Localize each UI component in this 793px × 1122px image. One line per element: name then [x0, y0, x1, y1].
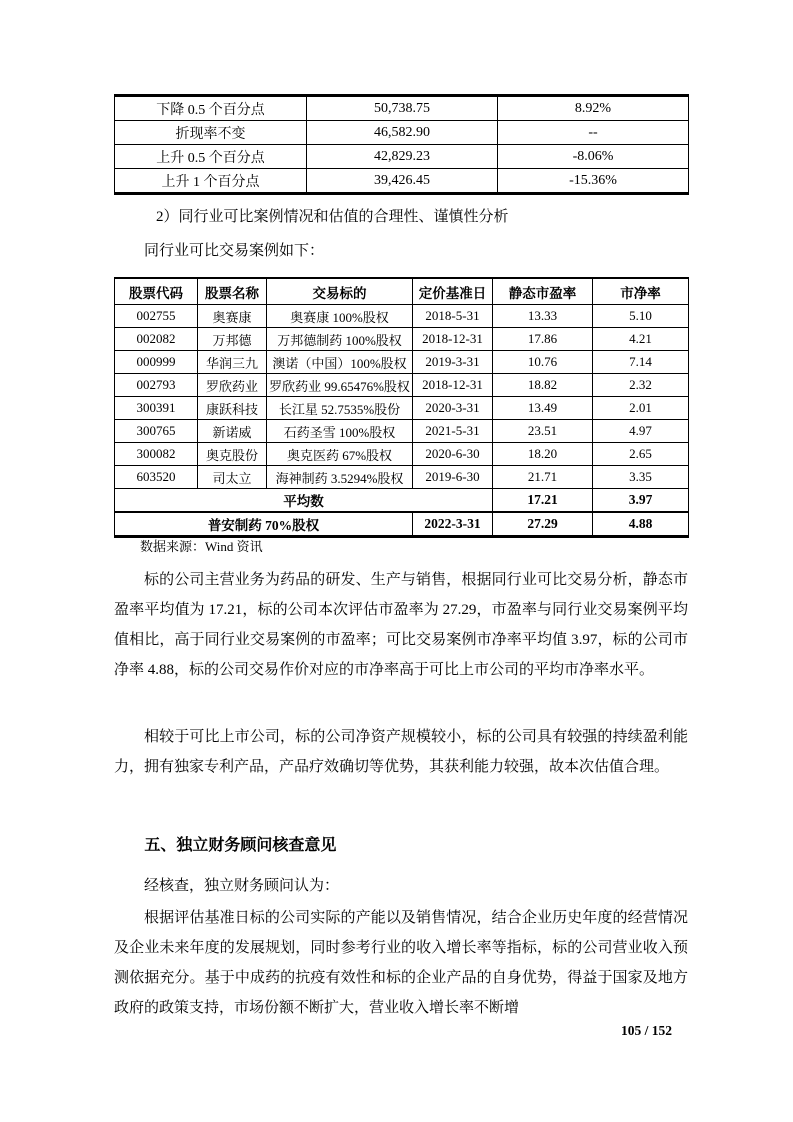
table-cell: 罗欣药业 [198, 374, 267, 397]
subsection-heading: 2）同行业可比案例情况和估值的合理性、谨慎性分析 [156, 209, 509, 225]
table-cell: -- [498, 121, 689, 145]
table-cell: 2022-3-31 [413, 512, 493, 537]
data-source-note: 数据来源：Wind 资讯 [140, 539, 263, 554]
table-row [115, 121, 689, 145]
table-cell: 21.71 [493, 466, 593, 489]
table-cell: 23.51 [493, 420, 593, 443]
target-label-cell: 普安制药 70%股权 [115, 512, 413, 537]
table-cell: 上升 0.5 个百分点 [115, 145, 307, 169]
table-cell: 2021-5-31 [413, 420, 493, 443]
table-cell: 2018-12-31 [413, 328, 493, 351]
table-cell: 27.29 [493, 512, 593, 537]
section-heading-advisor-opinion: 五、独立财务顾问核查意见 [144, 837, 337, 854]
table-cell: 002755 [115, 305, 198, 328]
intro-line: 同行业可比交易案例如下： [144, 243, 325, 259]
table-cell: 澳诺（中国）100%股权 [267, 351, 413, 374]
table-cell: 2018-12-31 [413, 374, 493, 397]
table-row [115, 466, 689, 489]
table-cell: 4.97 [593, 420, 689, 443]
table-row [115, 397, 689, 420]
sensitivity-table-section [114, 94, 688, 195]
sensitivity-table [114, 94, 689, 195]
table-row [115, 169, 689, 194]
table-row [115, 145, 689, 169]
table-cell: 2.65 [593, 443, 689, 466]
table-cell: 2020-6-30 [413, 443, 493, 466]
table-row [115, 374, 689, 397]
table-cell: 002793 [115, 374, 198, 397]
table-cell: 17.86 [493, 328, 593, 351]
table-cell: 18.82 [493, 374, 593, 397]
table-cell: 300082 [115, 443, 198, 466]
table-cell: 8.92% [498, 96, 689, 121]
table-row [115, 305, 689, 328]
average-label-cell: 平均数 [115, 489, 493, 513]
table-row [115, 96, 689, 121]
table-cell: -15.36% [498, 169, 689, 194]
table-cell: 万邦德制药 100%股权 [267, 328, 413, 351]
table-cell: 3.97 [593, 489, 689, 513]
table-cell: 下降 0.5 个百分点 [115, 96, 307, 121]
column-header: 股票名称 [198, 278, 267, 305]
table-row [115, 351, 689, 374]
table-cell: 华润三九 [198, 351, 267, 374]
table-cell: 5.10 [593, 305, 689, 328]
column-header: 静态市盈率 [493, 278, 593, 305]
table-cell: 2.01 [593, 397, 689, 420]
table-cell: 康跃科技 [198, 397, 267, 420]
table-cell: 奥赛康 [198, 305, 267, 328]
table-cell: 13.33 [493, 305, 593, 328]
table-row [115, 443, 689, 466]
table-cell: 603520 [115, 466, 198, 489]
table-cell: 10.76 [493, 351, 593, 374]
table-header-row [115, 278, 689, 305]
page-number: 105 / 152 [620, 1023, 672, 1038]
table-cell: 新诺威 [198, 420, 267, 443]
table-cell: 18.20 [493, 443, 593, 466]
table-cell: 3.35 [593, 466, 689, 489]
paragraph-valuation-conclusion: 相较于可比上市公司，标的公司净资产规模较小，标的公司具有较强的持续盈利能力，拥有独家专利产品，产品疗效确切等优势，其获利能力较强，故本次估值合理。 [114, 729, 688, 775]
table-cell: 13.49 [493, 397, 593, 420]
paragraph-valuation-analysis: 标的公司主营业务为药品的研发、生产与销售，根据同行业可比交易分析，静态市盈率平均值为 17.21，标的公司本次评估市盈率为 27.29，市盈率与同行业交易案例平均值相比，高于同行业交易案例的市盈率；可比交易案例市净率平均值 3.97，标的公司市净率 4.88，标的公司交易作价对应的市净率高于可比上市公司的平均市净率水平。 [114, 572, 688, 678]
table-cell: 2018-5-31 [413, 305, 493, 328]
table-cell: 7.14 [593, 351, 689, 374]
comparable-deals-table [114, 277, 689, 538]
table-cell: 2019-3-31 [413, 351, 493, 374]
table-cell: 50,738.75 [307, 96, 498, 121]
comparable-deals-section [114, 277, 688, 538]
table-row [115, 420, 689, 443]
table-cell: 002082 [115, 328, 198, 351]
table-cell: 300765 [115, 420, 198, 443]
table-cell: 4.88 [593, 512, 689, 537]
table-cell: 上升 1 个百分点 [115, 169, 307, 194]
table-cell: 46,582.90 [307, 121, 498, 145]
table-cell: 39,426.45 [307, 169, 498, 194]
table-cell: 万邦德 [198, 328, 267, 351]
column-header: 交易标的 [267, 278, 413, 305]
table-cell: 2.32 [593, 374, 689, 397]
average-row [115, 489, 689, 513]
table-cell: 司太立 [198, 466, 267, 489]
table-cell: 长江星 52.7535%股份 [267, 397, 413, 420]
column-header: 市净率 [593, 278, 689, 305]
column-header: 股票代码 [115, 278, 198, 305]
table-cell: 罗欣药业 99.65476%股权 [267, 374, 413, 397]
table-cell: 石药圣雪 100%股权 [267, 420, 413, 443]
table-row [115, 328, 689, 351]
table-cell: 海神制药 3.5294%股权 [267, 466, 413, 489]
table-cell: 奥克股份 [198, 443, 267, 466]
table-cell: 奥克医药 67%股权 [267, 443, 413, 466]
target-company-row [115, 512, 689, 537]
table-cell: 2020-3-31 [413, 397, 493, 420]
table-cell: -8.06% [498, 145, 689, 169]
table-cell: 17.21 [493, 489, 593, 513]
table-cell: 000999 [115, 351, 198, 374]
column-header: 定价基准日 [413, 278, 493, 305]
table-cell: 折现率不变 [115, 121, 307, 145]
paragraph-advisor-opinion: 根据评估基准日标的公司实际的产能以及销售情况，结合企业历史年度的经营情况及企业未来年度的发展规划，同时参考行业的收入增长率等指标，标的公司营业收入预测依据充分。基于中成药的抗疫有效性和标的企业产品的自身优势，得益于国家及地方政府的政策支持，市场份额不断扩大，营业收入增长率不断增 [114, 910, 688, 1016]
table-cell: 2019-6-30 [413, 466, 493, 489]
verify-intro-line: 经核查，独立财务顾问认为： [144, 878, 340, 894]
table-cell: 奥赛康 100%股权 [267, 305, 413, 328]
table-cell: 300391 [115, 397, 198, 420]
table-cell: 42,829.23 [307, 145, 498, 169]
table-cell: 4.21 [593, 328, 689, 351]
